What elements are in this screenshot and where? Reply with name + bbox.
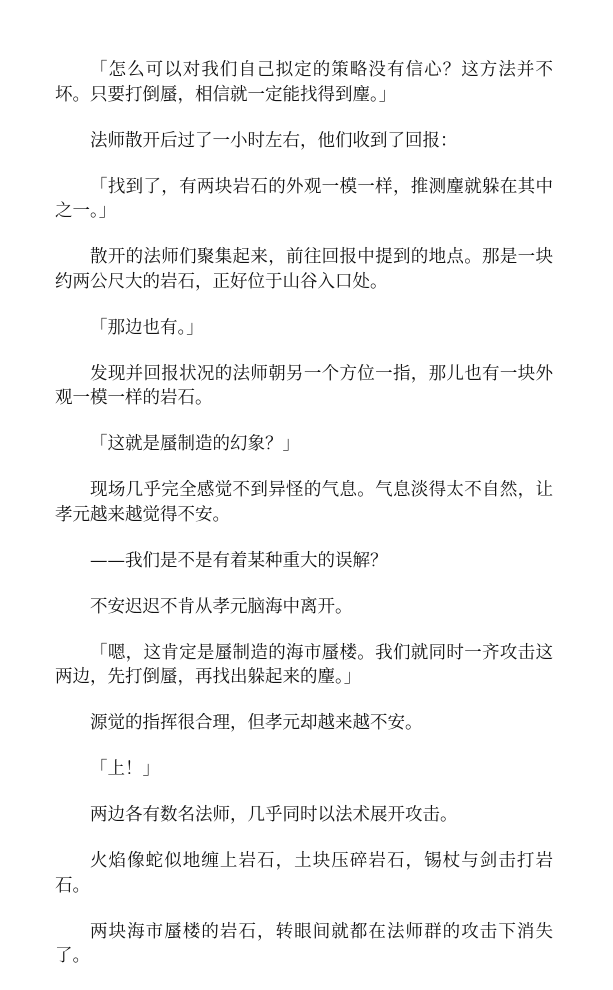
paragraph: 「找到了，有两块岩石的外观一模一样，推测麈就躲在其中之一。」 [55, 176, 553, 221]
paragraph: 两边各有数名法师，几乎同时以法术展开攻击。 [90, 805, 458, 825]
paragraph: 两块海市蜃楼的岩石，转眼间就都在法师群的攻击下消失了。 [55, 921, 553, 966]
paragraph: 现场几乎完全感觉不到异怪的气息。气息淡得太不自然，让孝元越来越觉得不安。 [55, 480, 553, 525]
paragraph: 不安迟迟不肯从孝元脑海中离开。 [90, 596, 353, 617]
paragraph: ——我们是不是有着某种重大的误解？ [90, 550, 388, 571]
paragraph: 「那边也有。」 [90, 317, 204, 338]
paragraph: 源觉的指挥很合理，但孝元却越来越不安。 [90, 713, 423, 733]
paragraph: 发现并回报状况的法师朝另一个方位一指，那儿也有一块外观一模一样的岩石。 [55, 363, 553, 408]
paragraph: 「嗯，这肯定是蜃制造的海市蜃楼。我们就同时一齐攻击这两边，先打倒蜃，再找出躲起来的麈。」 [55, 642, 553, 687]
paragraph: 「上！」 [90, 759, 160, 779]
text-page [55, 58, 553, 990]
paragraph: 散开的法师们聚集起来，前往回报中提到的地点。那是一块约两公尺大的岩石，正好位于山谷入口处。 [55, 247, 553, 292]
paragraph: 「这就是蜃制造的幻象？」 [90, 434, 300, 454]
paragraph: 法师散开后过了一小时左右，他们收到了回报： [90, 130, 458, 151]
paragraph: 火焰像蛇似地缠上岩石，土块压碎岩石，锡杖与剑击打岩石。 [55, 851, 553, 896]
paragraph: 「怎么可以对我们自己拟定的策略没有信心？这方法并不坏。只要打倒蜃，相信就一定能找得到麈。」 [55, 60, 553, 105]
